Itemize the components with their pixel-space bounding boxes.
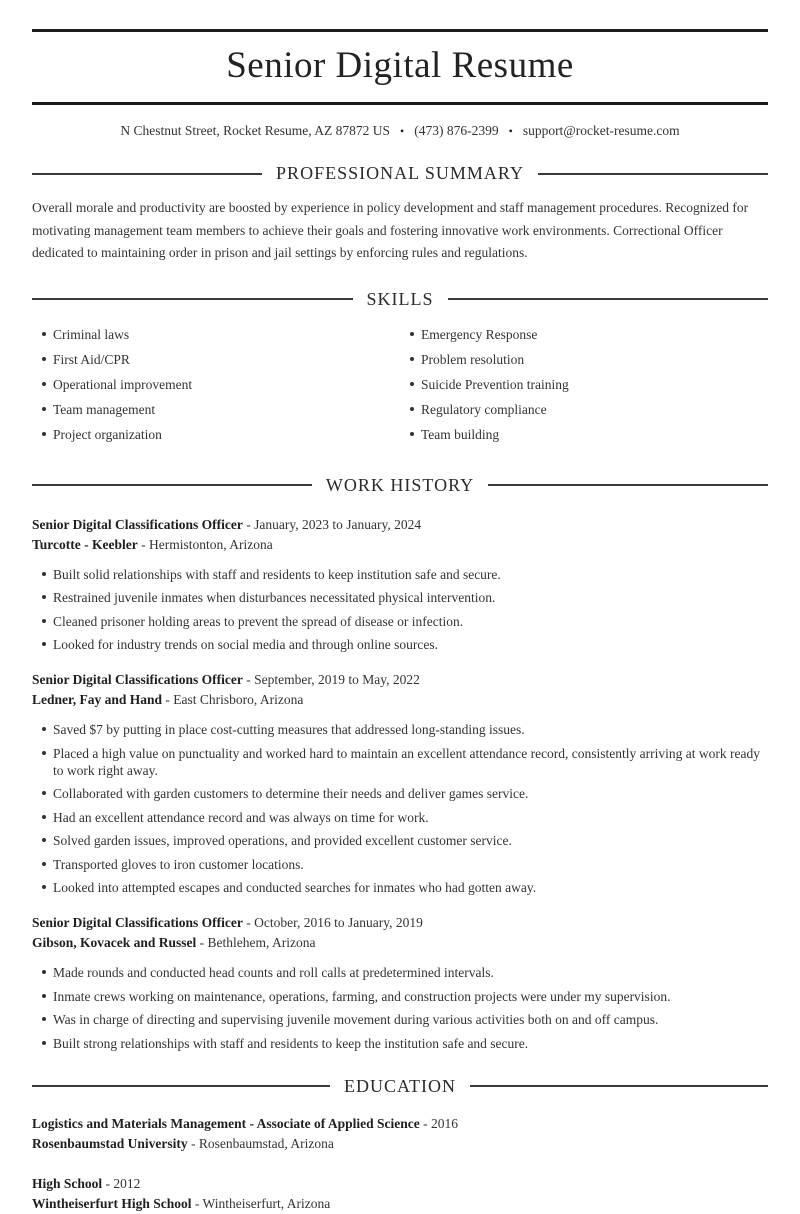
- bullet-dot: [42, 970, 46, 974]
- section-header-skills: [32, 289, 768, 310]
- contact-separator-dot: •: [400, 124, 405, 139]
- job-bullet-list: [32, 964, 768, 1052]
- job-company-line: [32, 690, 768, 710]
- bullet-dot: [42, 407, 46, 411]
- skill-label: Team management: [53, 401, 156, 417]
- bullet-dot: [410, 357, 414, 361]
- contact-phone: (473) 876-2399: [414, 123, 499, 139]
- contact-separator-dot: •: [508, 124, 513, 139]
- skill-item: [32, 351, 400, 368]
- bullet-dot: [42, 885, 46, 889]
- skill-item: [32, 401, 400, 418]
- job-bullet: [32, 613, 768, 630]
- bullet-dot: [410, 432, 414, 436]
- education-degree-line: [32, 1174, 768, 1194]
- job-bullet: [32, 589, 768, 606]
- job-title: Senior Digital Classifications Officer: [32, 915, 243, 931]
- job-bullet: [32, 1011, 768, 1028]
- skill-label: Problem resolution: [421, 351, 525, 367]
- work-history-section: [32, 515, 768, 1052]
- skill-item: [400, 426, 768, 443]
- job-bullet: [32, 832, 768, 849]
- contact-line: [32, 123, 768, 139]
- skill-label: Emergency Response: [421, 326, 538, 342]
- section-header-summary: [32, 163, 768, 184]
- job-bullet-text: Built strong relationships with staff and residents to keep the institution safe and secure.: [53, 1035, 529, 1051]
- heading-rule-right: [488, 484, 768, 486]
- education-location: - Rosenbaumstad, Arizona: [191, 1135, 334, 1151]
- skill-item: [32, 326, 400, 343]
- heading-rule-left: [32, 298, 353, 300]
- job-bullet: [32, 785, 768, 802]
- job-bullet-text: Had an excellent attendance record and was always on time for work.: [53, 809, 429, 825]
- title-bottom-rule: [32, 102, 768, 105]
- skill-label: Project organization: [53, 426, 162, 442]
- job-entry: [32, 670, 768, 896]
- heading-rule-right: [448, 298, 769, 300]
- job-bullet-text: Solved garden issues, improved operations, and provided excellent customer service.: [53, 833, 512, 849]
- education-heading: EDUCATION: [344, 1075, 456, 1096]
- heading-rule-left: [32, 173, 262, 175]
- skill-label: Team building: [421, 426, 500, 442]
- job-bullet-text: Collaborated with garden customers to determine their needs and deliver games service.: [53, 786, 529, 802]
- skills-columns: [32, 326, 768, 451]
- job-bullet-text: Built solid relationships with staff and residents to keep institution safe and secure.: [53, 566, 501, 582]
- skill-item: [400, 401, 768, 418]
- job-company-line: [32, 535, 768, 555]
- job-dates: - January, 2023 to January, 2024: [246, 516, 422, 532]
- job-bullet-text: Looked for industry trends on social media and through online sources.: [53, 637, 439, 653]
- job-dates: - September, 2019 to May, 2022: [246, 672, 420, 688]
- heading-rule-left: [32, 1085, 330, 1087]
- skills-list-left: [32, 326, 400, 451]
- job-entry: [32, 913, 768, 1052]
- job-title-line: [32, 913, 768, 933]
- bullet-dot: [410, 382, 414, 386]
- job-title-line: [32, 670, 768, 690]
- bullet-dot: [42, 751, 46, 755]
- job-bullet: [32, 566, 768, 583]
- education-entry: [32, 1174, 768, 1214]
- summary-paragraph: Overall morale and productivity are boosted by experience in policy development and staff management procedures. Recognized for motivating management team members to achieve their goals and fostering innovative work environments. Correctional Officer dedicated to maintaining order in prison and jail settings by enforcing rules and regulations.: [32, 200, 749, 261]
- bullet-dot: [42, 432, 46, 436]
- bullet-dot: [42, 382, 46, 386]
- job-bullet-text: Made rounds and conducted head counts and roll calls at predetermined intervals.: [53, 965, 494, 981]
- job-location: - Hermistonton, Arizona: [141, 536, 273, 552]
- education-location: - Wintheiserfurt, Arizona: [194, 1195, 331, 1211]
- skills-heading: SKILLS: [366, 288, 434, 309]
- bullet-dot: [42, 642, 46, 646]
- contact-address: N Chestnut Street, Rocket Resume, AZ 87872 US: [120, 123, 391, 139]
- heading-rule-right: [538, 173, 768, 175]
- job-bullet: [32, 636, 768, 653]
- job-bullet-text: Was in charge of directing and supervising juvenile movement during various activities both on and off campus.: [53, 1012, 659, 1028]
- bullet-dot: [410, 332, 414, 336]
- job-bullet-text: Placed a high value on punctuality and worked hard to maintain an excellent attendance record, consistently arriving at work ready to work right away.: [53, 745, 760, 778]
- skill-label: Suicide Prevention training: [421, 376, 569, 392]
- job-bullet-list: [32, 566, 768, 654]
- job-bullet-text: Restrained juvenile inmates when disturbances necessitated physical intervention.: [53, 590, 496, 606]
- job-title: Senior Digital Classifications Officer: [32, 672, 243, 688]
- job-company: Ledner, Fay and Hand: [32, 692, 163, 708]
- education-school-line: [32, 1194, 768, 1214]
- education-school: Wintheiserfurt High School: [32, 1195, 192, 1211]
- education-year: - 2012: [105, 1175, 141, 1191]
- job-bullet-text: Inmate crews working on maintenance, operations, farming, and construction projects were under my supervision.: [53, 988, 671, 1004]
- bullet-dot: [42, 572, 46, 576]
- job-bullet-text: Transported gloves to iron customer locations.: [53, 856, 304, 872]
- bullet-dot: [42, 1041, 46, 1045]
- skill-item: [400, 351, 768, 368]
- bullet-dot: [42, 727, 46, 731]
- job-location: - East Chrisboro, Arizona: [165, 692, 304, 708]
- bullet-dot: [42, 791, 46, 795]
- bullet-dot: [42, 815, 46, 819]
- bullet-dot: [42, 1017, 46, 1021]
- job-dates: - October, 2016 to January, 2019: [246, 915, 423, 931]
- skill-item: [32, 426, 400, 443]
- education-year: - 2016: [423, 1115, 458, 1131]
- job-company: Gibson, Kovacek and Russel: [32, 935, 197, 951]
- job-bullet: [32, 745, 768, 779]
- job-company: Turcotte - Keebler: [32, 536, 138, 552]
- job-bullet: [32, 856, 768, 873]
- summary-heading: PROFESSIONAL SUMMARY: [276, 163, 524, 184]
- skill-label: Operational improvement: [53, 376, 193, 392]
- page-title: Senior Digital Resume: [226, 45, 574, 86]
- skill-label: Regulatory compliance: [421, 401, 547, 417]
- bullet-dot: [42, 862, 46, 866]
- skill-item: [32, 376, 400, 393]
- education-section: [32, 1114, 768, 1214]
- job-title-line: [32, 515, 768, 535]
- job-title: Senior Digital Classifications Officer: [32, 516, 243, 532]
- job-bullet-text: Cleaned prisoner holding areas to prevent the spread of disease or infection.: [53, 613, 464, 629]
- job-bullet-list: [32, 721, 768, 896]
- section-header-work-history: [32, 475, 768, 496]
- job-company-line: [32, 933, 768, 953]
- job-bullet: [32, 721, 768, 738]
- bullet-dot: [42, 619, 46, 623]
- bullet-dot: [42, 595, 46, 599]
- job-bullet: [32, 1035, 768, 1052]
- skills-list-right: [400, 326, 768, 451]
- heading-rule-left: [32, 484, 312, 486]
- job-bullet: [32, 809, 768, 826]
- section-header-education: [32, 1076, 768, 1097]
- heading-rule-right: [470, 1085, 768, 1087]
- education-degree-line: [32, 1114, 768, 1134]
- bullet-dot: [42, 838, 46, 842]
- bullet-dot: [42, 357, 46, 361]
- job-bullet: [32, 988, 768, 1005]
- skill-label: Criminal laws: [53, 326, 130, 342]
- bullet-dot: [410, 407, 414, 411]
- education-degree: High School: [32, 1175, 103, 1191]
- education-degree: Logistics and Materials Management - Associate of Applied Science: [32, 1115, 420, 1131]
- job-location: - Bethlehem, Arizona: [199, 935, 316, 951]
- education-school: Rosenbaumstad University: [32, 1135, 188, 1151]
- education-entry: [32, 1114, 768, 1154]
- job-bullet-text: Saved $7 by putting in place cost-cutting measures that addressed long-standing issues.: [53, 722, 525, 738]
- skill-item: [400, 376, 768, 393]
- job-bullet: [32, 879, 768, 896]
- work-history-heading: WORK HISTORY: [325, 474, 475, 495]
- job-bullet: [32, 964, 768, 981]
- skill-item: [400, 326, 768, 343]
- bullet-dot: [42, 994, 46, 998]
- job-entry: [32, 515, 768, 654]
- job-bullet-text: Looked into attempted escapes and conducted searches for inmates who had gotten away.: [53, 880, 537, 896]
- bullet-dot: [42, 332, 46, 336]
- contact-email: support@rocket-resume.com: [522, 123, 680, 139]
- education-school-line: [32, 1134, 768, 1154]
- resume-page: [32, 0, 768, 1214]
- skill-label: First Aid/CPR: [53, 351, 130, 367]
